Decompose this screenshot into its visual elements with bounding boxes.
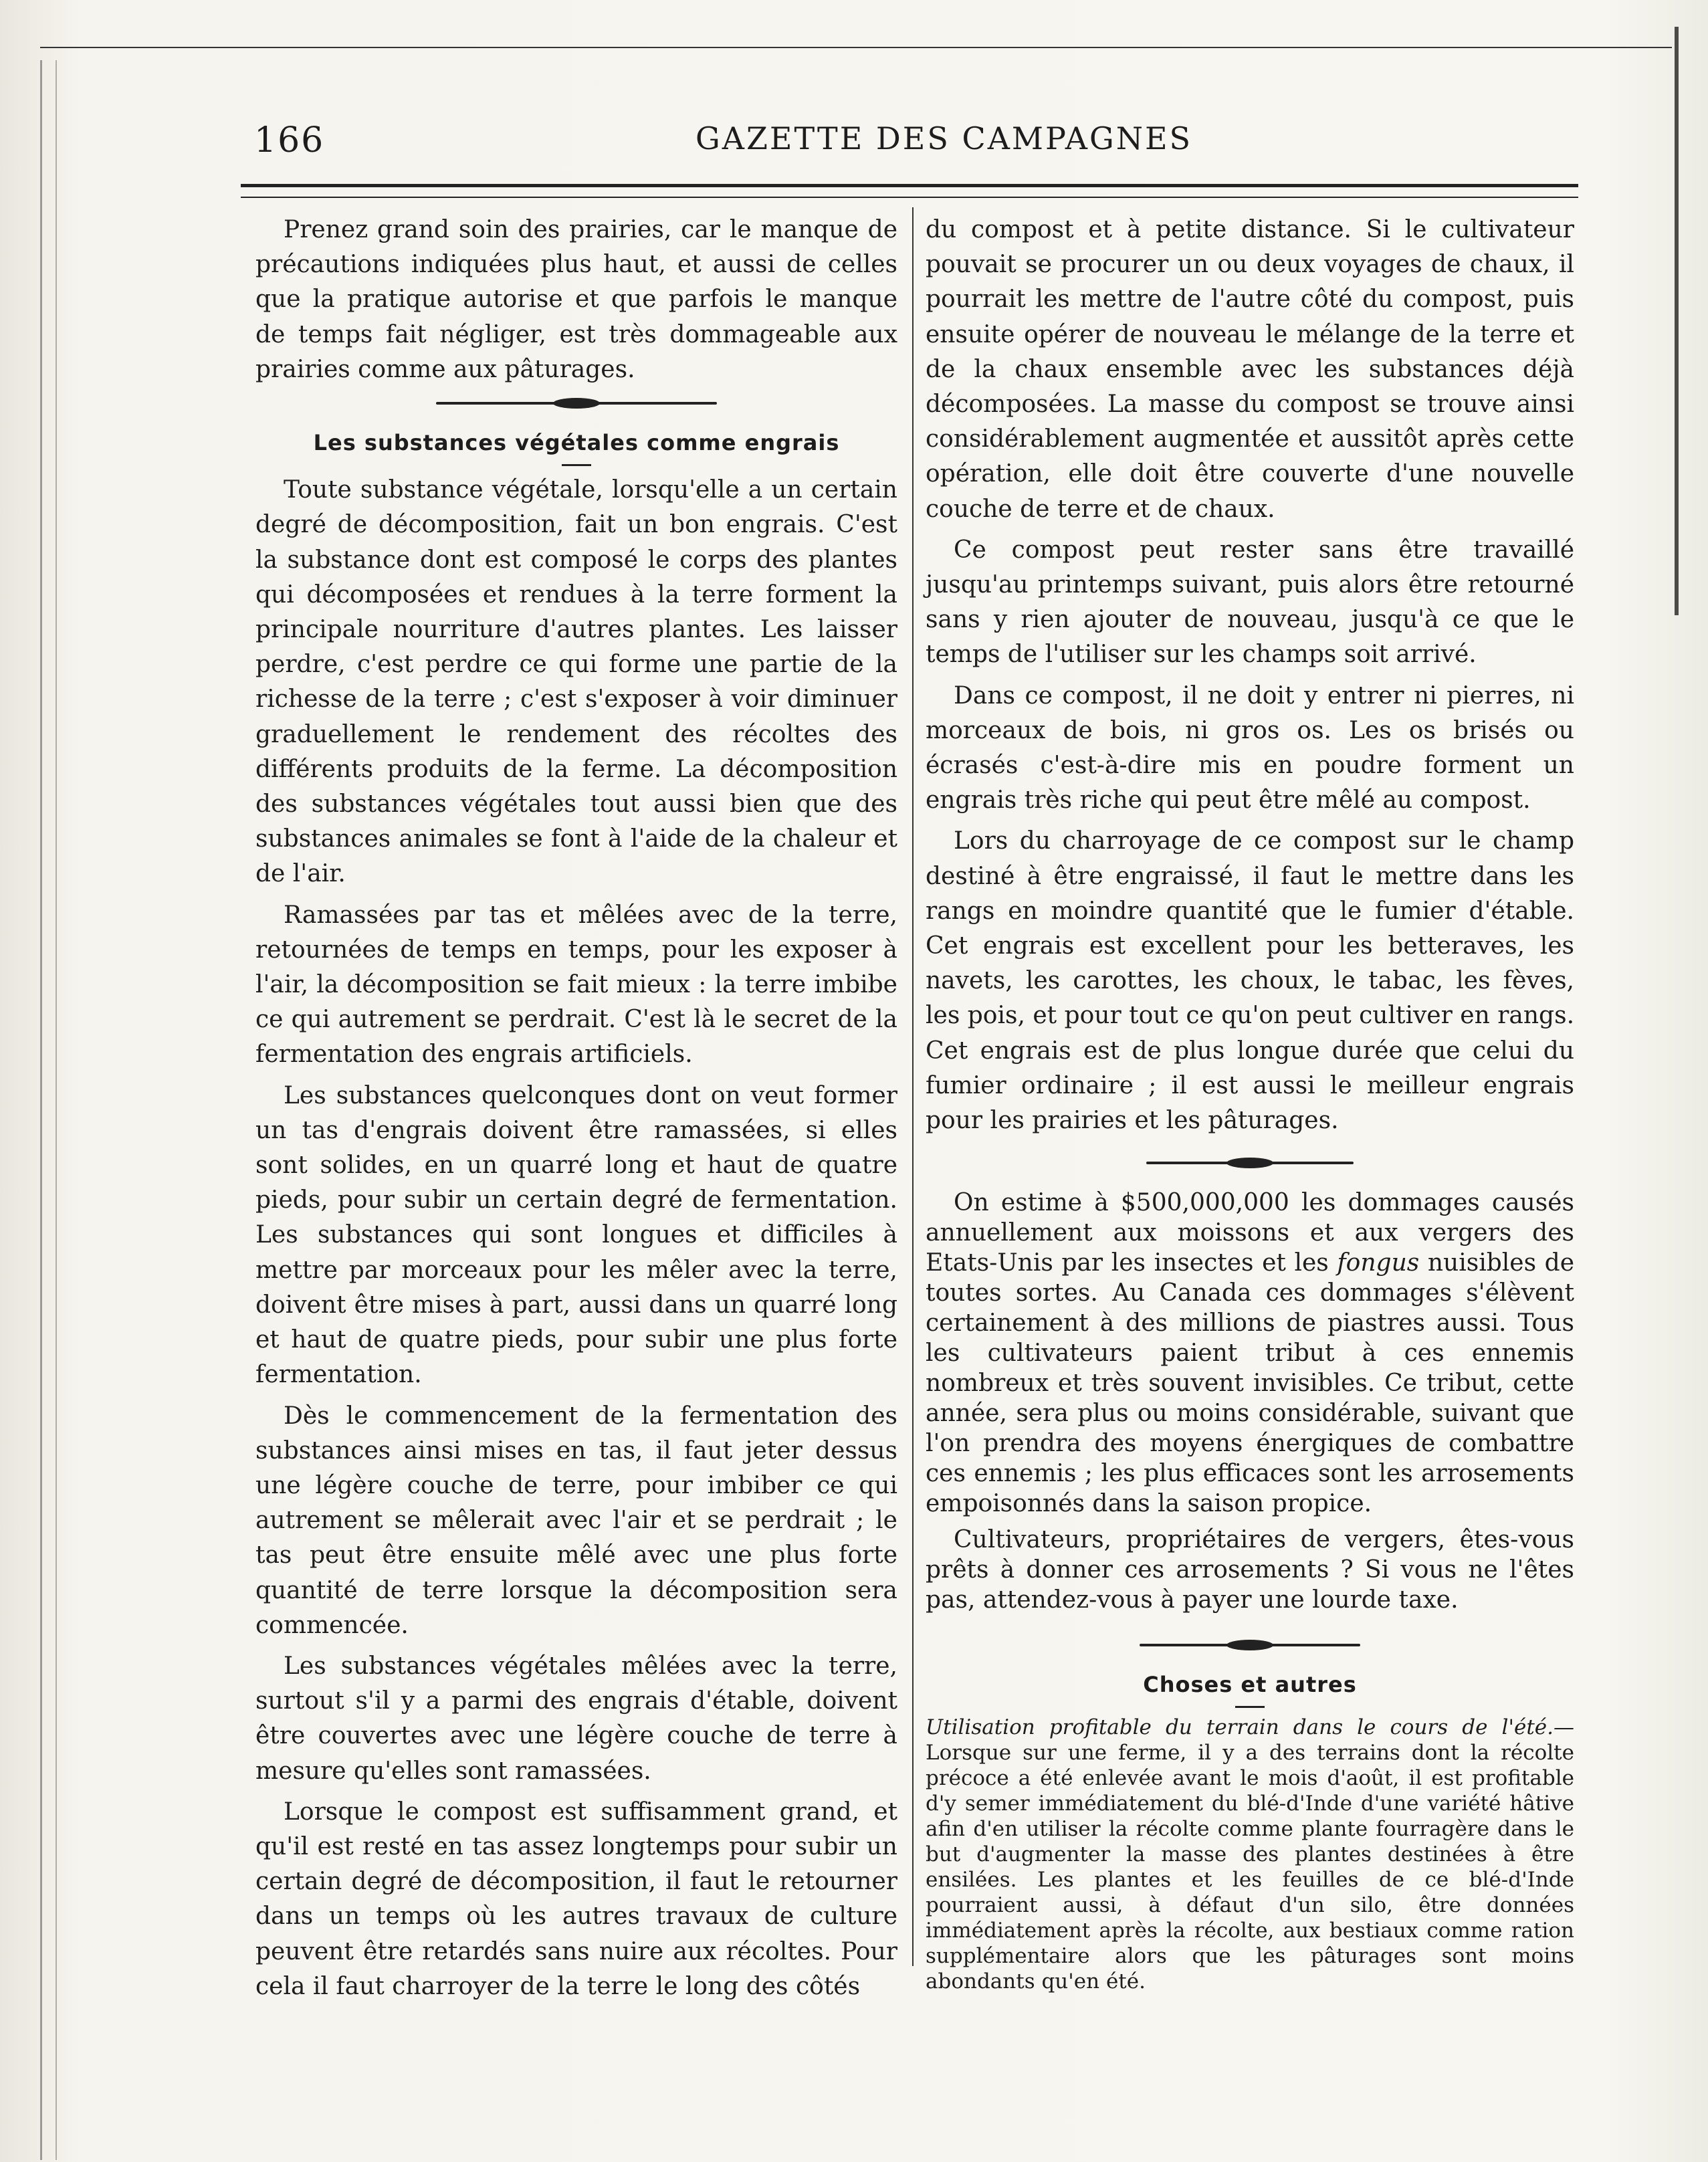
article-paragraph: Lorsque le compost est suffisamment grand, et qu'il est resté en tas assez longtemps pour subir un certain degré de décomposition, il faut le retourner dans un temps où les autres travaux de culture peuvent être retardés sans nuire aux récoltes. Pour cela il faut charroyer de la terre le long des côtés xyxy=(255,1798,897,2000)
insects-italic-word: fongus xyxy=(1337,1249,1420,1277)
insects-text-after: nuisibles de toutes sortes. Au Canada ces dommages s'élèvent certainement à des millions de piastres aussi. Tous les cultivateurs paient tribut à ces ennemis nombreux et très souvent invisibles. Ce tribut, cette année, sera plus ou moins considérable, suivant que l'on prendra des moyens énergiques de combattre ces ennemis ; les plus efficaces sont les arrosements empoisonnés dans la saison propice. xyxy=(926,1249,1574,1518)
running-head: GAZETTE DES CAMPAGNES xyxy=(696,120,1193,156)
binding-edge xyxy=(40,60,57,2160)
column-divider xyxy=(912,207,914,1966)
page-number: 166 xyxy=(254,120,325,160)
article-heading: Les substances végétales comme engrais xyxy=(313,430,840,456)
article-paragraph: Toute substance végétale, lorsqu'elle a un certain degré de décomposition, fait un bon engrais. C'est la substance dont est composé le corps des plantes qui décomposées et rendues à la terre forment la principale nourriture d'autres plantes. Les laisser perdre, c'est perdre ce qui forme une partie de la richesse de la terre ; c'est s'exposer à voir diminuer graduellement le rendement des récoltes des différents produits de la ferme. La décomposition des substances végétales tout aussi bien que des substances animales se font à l'aide de la chaleur et de l'air. xyxy=(255,476,897,888)
insects-paragraph: Cultivateurs, propriétaires de vergers, êtes-vous prêts à donner ces arrosements ? Si vous ne l'êtes pas, attendez-vous à payer une lourde taxe. xyxy=(926,1526,1574,1614)
article-paragraph: Lors du charroyage de ce compost sur le champ destiné à être engraissé, il faut le mettre dans les rangs en moindre quantité que le fumier d'étable. Cet engrais est excellent pour les betteraves, les navets, les carottes, les choux, le tabac, les fèves, les pois, et pour tout ce qu'on peut cultiver en rangs. Cet engrais est de plus longue durée que celui du fumier ordinaire ; il est aussi le meilleur engrais pour les prairies et les pâturages. xyxy=(926,827,1575,1135)
choses-heading: Choses et autres xyxy=(1143,1672,1357,1698)
article-paragraph: Ramassées par tas et mêlées avec de la terre, retournées de temps en temps, pour les exposer à l'air, la décomposition se fait mieux : la terre imbibe ce qui autrement se perdrait. C'est là le secret de la fermentation des engrais artificiels. xyxy=(255,901,897,1069)
right-column xyxy=(926,213,1574,2000)
article-paragraph: Les substances végétales mêlées avec la terre, surtout s'il y a parmi des engrais d'étable, doivent être couvertes avec une légère couche de terre à mesure qu'elles sont ramassées. xyxy=(255,1652,897,1785)
scan-top-rule xyxy=(40,47,1672,48)
page-header xyxy=(254,120,1578,160)
ornament-rule xyxy=(1140,1635,1360,1655)
heading-dash xyxy=(562,464,591,466)
intro-paragraph: Prenez grand soin des prairies, car le manque de précautions indiquées plus haut, et aussi de celles que la pratique autorise et que parfois le manque de temps fait négliger, est très dommageable aux prairies comme aux pâturages. xyxy=(255,216,897,383)
article-paragraph: Dès le commencement de la fermentation des substances ainsi mises en tas, il faut jeter dessus une légère couche de terre, pour imbiber ce qui autrement se mêlerait avec l'air et se perdrait ; le tas peut être ensuite mêlé avec une plus forte quantité de terre lorsque la décomposition sera commencée. xyxy=(255,1402,897,1639)
heading-dash xyxy=(1235,1706,1265,1708)
insects-paragraph xyxy=(926,1188,1574,1519)
article-paragraph: Dans ce compost, il ne doit y entrer ni pierres, ni morceaux de bois, ni gros os. Les os brisés ou écrasés c'est-à-dire mis en poudre forment un engrais très riche qui peut être mêlé au compost. xyxy=(926,681,1574,815)
article-paragraph: du compost et à petite distance. Si le cultivateur pouvait se procurer un ou deux voyages de chaux, il pourrait les mettre de l'autre côté du compost, puis ensuite opérer de nouveau le mélange de la terre et de la chaux ensemble avec les substances déjà décomposées. La masse du compost se trouve ainsi considérablement augmentée et aussitôt après cette opération, elle doit être couverte d'une nouvelle couche de terre et de chaux. xyxy=(926,216,1574,523)
choses-lead: Utilisation profitable du terrain dans le cours de l'été.— xyxy=(926,1715,1574,1740)
choses-body: Lorsque sur une ferme, il y a des terrains dont la récolte précoce a été enlevée avant le mois d'août, il est profitable d'y semer immédiatement du blé-d'Inde d'une variété hâtive afin d'en utiliser la récolte comme plante fourragère dans le but d'augmenter la masse des plantes destinées à être ensilées. Les plantes et les feuilles de ce blé-d'Inde pourraient aussi, à défaut d'un silo, être données immédiatement après la récolte, aux bestiaux comme ration supplémentaire alors que les pâturages sont moins abondants qu'en été. xyxy=(926,1741,1574,1994)
choses-paragraph xyxy=(926,1715,1574,1994)
article-paragraph: Les substances quelconques dont on veut former un tas d'engrais doivent être ramassées, si elles sont solides, en un quarré long et haut de quatre pieds, pour subir un certain degré de fermentation. Les substances qui sont longues et difficiles à mettre par morceaux pour les mêler avec la terre, doivent être mises à part, aussi dans un quarré long et haut de quatre pieds, pour subir une plus forte fermentation. xyxy=(255,1081,897,1389)
left-column xyxy=(255,213,897,2010)
article-paragraph: Ce compost peut rester sans être travaillé jusqu'au printemps suivant, puis alors être retourné sans y rien ajouter de nouveau, jusqu'à ce que le temps de l'utiliser sur les champs soit arrivé. xyxy=(926,536,1574,669)
header-double-rule xyxy=(241,184,1578,198)
ornament-rule xyxy=(1146,1153,1354,1173)
choses-article xyxy=(926,1715,1574,1994)
insects-article xyxy=(926,1188,1574,1615)
ornament-rule xyxy=(436,393,717,413)
insects-text-before: On estime à $500,000,000 les dommages causés annuellement aux moissons et aux vergers des Etats-Unis par les insectes et les xyxy=(926,1189,1574,1277)
page-edge-shadow xyxy=(1675,27,1688,615)
